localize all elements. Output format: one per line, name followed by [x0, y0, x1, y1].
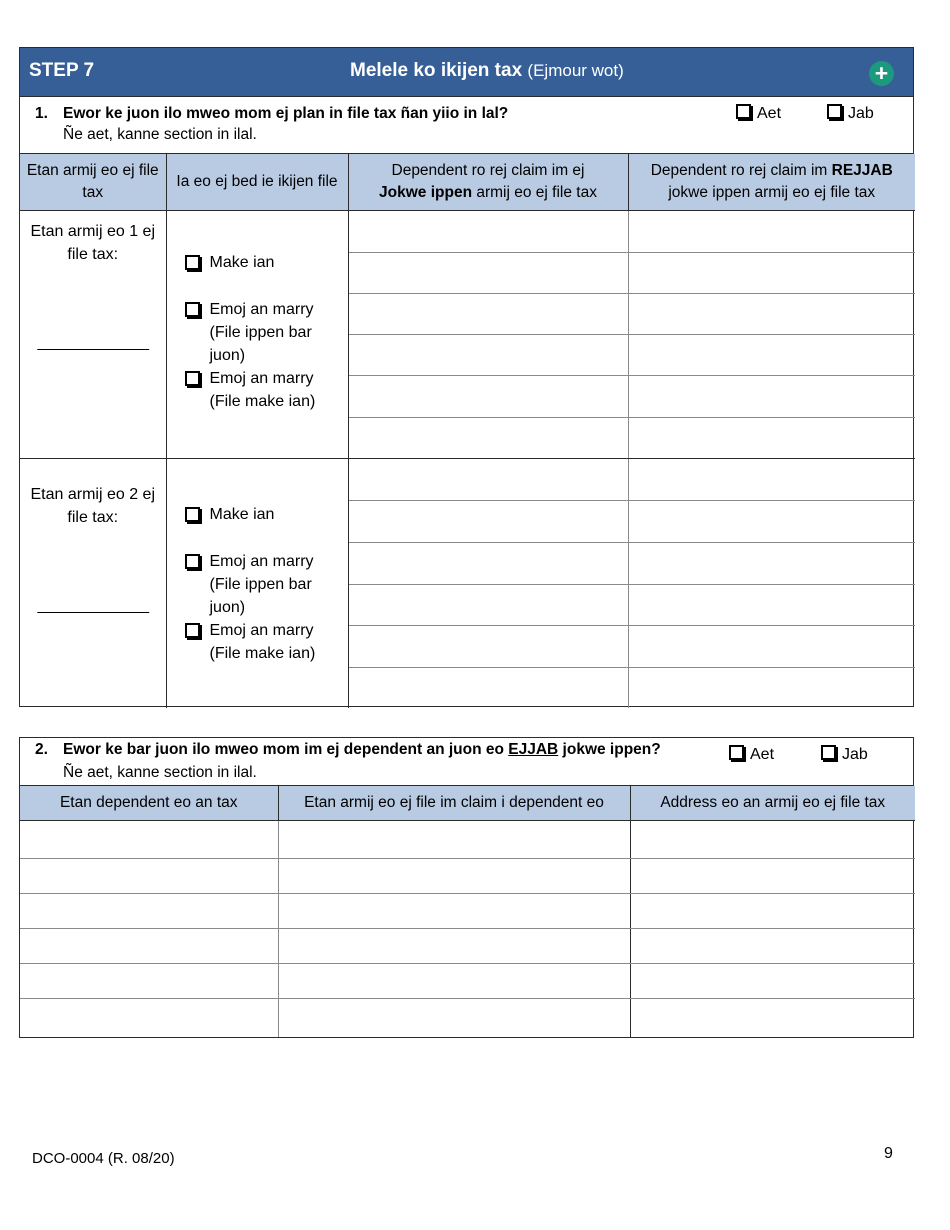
checkbox-icon[interactable]: [185, 507, 200, 522]
dependent-with-cell[interactable]: [348, 667, 628, 708]
dependent-not-with-cell[interactable]: [628, 458, 915, 500]
claiming-filer-cell[interactable]: [278, 858, 630, 893]
no-option[interactable]: [821, 745, 868, 764]
yes-label: Aet: [757, 105, 782, 122]
checkbox-icon[interactable]: [185, 302, 200, 317]
filer-address-cell[interactable]: [630, 998, 915, 1037]
dependent-not-with-cell[interactable]: [628, 667, 915, 708]
checkbox-icon[interactable]: [821, 745, 836, 760]
page-number: 9: [884, 1145, 893, 1162]
dependent-name-cell[interactable]: [20, 998, 278, 1037]
other-dependents-section: [19, 737, 914, 1038]
filer-2-label: Etan armij eo 2 ej file tax:: [30, 485, 155, 526]
dependent-not-with-cell[interactable]: [628, 584, 915, 625]
claiming-filer-cell[interactable]: [278, 998, 630, 1037]
filer-2-opt-married-joint[interactable]: Emoj an marry (File ippen bar juon): [185, 550, 348, 619]
filer-1-name-cell[interactable]: [20, 210, 166, 458]
dependent-with-cell[interactable]: [348, 625, 628, 667]
dependent-name-cell[interactable]: [20, 963, 278, 998]
plus-icon[interactable]: +: [869, 61, 894, 86]
claiming-filer-cell[interactable]: [278, 893, 630, 928]
question-subtext: Ñe aet, kanne section in ilal.: [63, 126, 257, 143]
filer-1-opt-married-separate[interactable]: Emoj an marry (File make ian): [185, 367, 348, 413]
filer-2-name-cell[interactable]: [20, 458, 166, 708]
filer-1-opt-single[interactable]: Make ian: [185, 251, 348, 274]
dependent-not-with-cell[interactable]: [628, 417, 915, 458]
form-code: DCO-0004 (R. 08/20): [32, 1150, 175, 1167]
step-label: STEP 7: [29, 60, 95, 81]
col-filer-name: Etan armij eo ej file tax: [20, 154, 166, 210]
dependent-with-cell[interactable]: [348, 542, 628, 584]
section-title-sub: (Ejmour wot): [527, 61, 624, 80]
dependent-with-cell[interactable]: [348, 417, 628, 458]
dependent-with-cell[interactable]: [348, 293, 628, 334]
section-header: [20, 48, 913, 97]
filer-2-name-line[interactable]: ______________: [37, 596, 149, 614]
filer-address-cell[interactable]: [630, 858, 915, 893]
filer-1-status-cell: [166, 210, 348, 458]
col-filer-address: Address eo an armij eo ej file tax: [630, 786, 915, 820]
question-2: [20, 738, 913, 786]
dependent-not-with-cell[interactable]: [628, 210, 915, 252]
yes-label: Aet: [750, 746, 775, 763]
col-dependents-not-living-with: Dependent ro rej claim im REJJAB jokwe ippen armij eo ej file tax: [628, 154, 915, 210]
col-claiming-filer: Etan armij eo ej file im claim i dependent eo: [278, 786, 630, 820]
dependent-not-with-cell[interactable]: [628, 625, 915, 667]
step7-section: [19, 47, 914, 707]
dependent-not-with-cell[interactable]: [628, 293, 915, 334]
dependent-not-with-cell[interactable]: [628, 542, 915, 584]
dependent-name-cell[interactable]: [20, 928, 278, 963]
question-number: 2.: [35, 741, 48, 758]
question-number: 1.: [35, 105, 48, 122]
filers-table: [20, 154, 915, 708]
col-dependents-living-with: Dependent ro rej claim im ej Jokwe ippen armij eo ej file tax: [348, 154, 628, 210]
checkbox-icon[interactable]: [827, 104, 842, 119]
dependent-with-cell[interactable]: [348, 252, 628, 293]
checkbox-icon[interactable]: [736, 104, 751, 119]
dependent-with-cell[interactable]: [348, 500, 628, 542]
dependent-not-with-cell[interactable]: [628, 252, 915, 293]
yes-option[interactable]: [736, 104, 781, 123]
dependent-name-cell[interactable]: [20, 858, 278, 893]
claiming-filer-cell[interactable]: [278, 928, 630, 963]
filer-1-name-line[interactable]: ______________: [37, 333, 149, 351]
col-filing-status: Ia eo ej bed ie ikijen file: [166, 154, 348, 210]
dependent-not-with-cell[interactable]: [628, 375, 915, 417]
question-subtext: Ñe aet, kanne section in ilal.: [63, 764, 257, 781]
filer-2-opt-married-separate[interactable]: Emoj an marry (File make ian): [185, 619, 348, 665]
checkbox-icon[interactable]: [185, 554, 200, 569]
other-dependents-table: [20, 786, 915, 1037]
question-1: [20, 97, 913, 154]
section-title: [350, 60, 624, 82]
dependent-name-cell[interactable]: [20, 820, 278, 858]
checkbox-icon[interactable]: [185, 371, 200, 386]
filer-address-cell[interactable]: [630, 963, 915, 998]
yes-option[interactable]: [729, 745, 774, 764]
filer-2-opt-single[interactable]: Make ian: [185, 503, 348, 526]
dependent-not-with-cell[interactable]: [628, 334, 915, 375]
filer-2-status-cell: [166, 458, 348, 708]
dependent-name-cell[interactable]: [20, 893, 278, 928]
no-option[interactable]: [827, 104, 874, 123]
dependent-with-cell[interactable]: [348, 584, 628, 625]
claiming-filer-cell[interactable]: [278, 820, 630, 858]
checkbox-icon[interactable]: [729, 745, 744, 760]
filer-address-cell[interactable]: [630, 893, 915, 928]
no-label: Jab: [842, 746, 868, 763]
filer-1-label: Etan armij eo 1 ej file tax:: [30, 222, 155, 263]
filer-1-opt-married-joint[interactable]: Emoj an marry (File ippen bar juon): [185, 298, 348, 367]
dependent-with-cell[interactable]: [348, 458, 628, 500]
question-text: Ewor ke bar juon ilo mweo mom im ej dependent an juon eo EJJAB jokwe ippen?: [63, 741, 661, 758]
dependent-with-cell[interactable]: [348, 210, 628, 252]
claiming-filer-cell[interactable]: [278, 963, 630, 998]
filer-address-cell[interactable]: [630, 928, 915, 963]
dependent-with-cell[interactable]: [348, 375, 628, 417]
question-text: Ewor ke juon ilo mweo mom ej plan in file tax ñan yiio in lal?: [63, 105, 509, 122]
filer-address-cell[interactable]: [630, 820, 915, 858]
checkbox-icon[interactable]: [185, 623, 200, 638]
checkbox-icon[interactable]: [185, 255, 200, 270]
col-dependent-name: Etan dependent eo an tax: [20, 786, 278, 820]
no-label: Jab: [848, 105, 874, 122]
dependent-with-cell[interactable]: [348, 334, 628, 375]
dependent-not-with-cell[interactable]: [628, 500, 915, 542]
section-title-bold: Melele ko ikijen tax: [350, 60, 523, 81]
